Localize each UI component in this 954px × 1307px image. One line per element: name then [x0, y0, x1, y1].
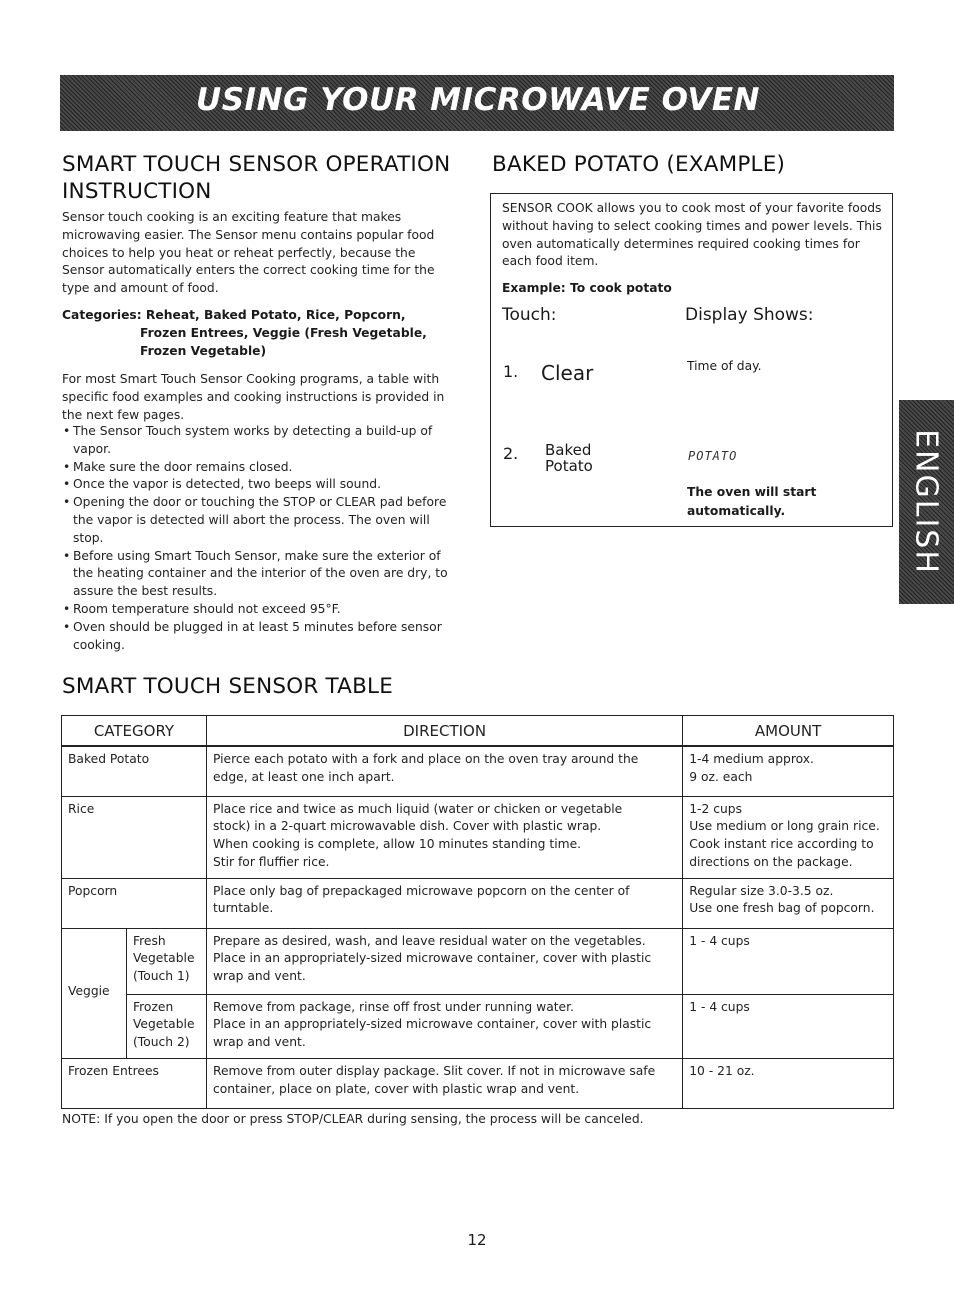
instruction-para2: For most Smart Touch Sensor Cooking programs, a table with specific food examples and cooking instructions is provided in the next few pages.	[62, 372, 445, 422]
clear-pad-label: Clear	[541, 361, 594, 385]
display-readout: POTATO	[688, 449, 738, 463]
baked-potato-line2: Potato	[545, 457, 593, 475]
step2-number: 2.	[503, 444, 519, 463]
categories-list	[62, 307, 462, 360]
baked-potato-line1: Baked	[545, 441, 592, 459]
sensor-table	[61, 715, 894, 1109]
direction-cell: Pierce each potato with a fork and place on the oven tray around the edge, at least one inch apart.	[206, 746, 682, 796]
subcategory-cell: Fresh Vegetable (Touch 1)	[126, 928, 206, 994]
step1-number: 1.	[503, 362, 519, 381]
table-row	[62, 1059, 894, 1109]
category-cell: Veggie	[62, 928, 127, 1058]
instruction-heading-line1: SMART TOUCH SENSOR OPERATION	[62, 152, 451, 177]
bullet-item: • Once the vapor is detected, two beeps will sound.	[62, 476, 462, 494]
categories-line1: Categories: Reheat, Baked Potato, Rice, Popcorn,	[62, 308, 406, 322]
header-direction: DIRECTION	[206, 716, 682, 747]
amount-cell: Regular size 3.0-3.5 oz. Use one fresh bag of popcorn.	[683, 878, 894, 928]
direction-cell: Prepare as desired, wash, and leave residual water on the vegetables. Place in an appropriately-sized microwave container, cover with plastic wrap and vent.	[206, 928, 682, 994]
bullet-item: • Before using Smart Touch Sensor, make sure the exterior of the heating container and the interior of the oven are dry, to assure the best results.	[62, 548, 462, 601]
sensor-notes-list	[62, 423, 462, 654]
categories-line2: Frozen Entrees, Veggie (Fresh Vegetable,	[140, 325, 427, 340]
subcategory-cell: Frozen Vegetable (Touch 2)	[126, 994, 206, 1058]
instruction-heading	[62, 151, 482, 205]
table-heading: SMART TOUCH SENSOR TABLE	[62, 674, 393, 699]
direction-cell: Place only bag of prepackaged microwave popcorn on the center of turntable.	[206, 878, 682, 928]
instruction-heading-line2: INSTRUCTION	[62, 179, 212, 204]
language-tab-label: ENGLISH	[908, 429, 944, 575]
instruction-intro: Sensor touch cooking is an exciting feature that makes microwaving easier. The Sensor menu contains popular food choices to help you heat or reheat perfectly, because the Sensor automatically enters the correct cooking time for the type and amount of food.	[62, 210, 435, 296]
table-row	[62, 878, 894, 928]
category-cell: Rice	[62, 796, 207, 878]
bullet-item: • Opening the door or touching the STOP or CLEAR pad before the vapor is detected will abort the process. The oven will stop.	[62, 494, 462, 547]
bullet-item: • Oven should be plugged in at least 5 minutes before sensor cooking.	[62, 619, 462, 655]
step2-note	[687, 483, 816, 521]
amount-cell: 1-2 cups Use medium or long grain rice. Cook instant rice according to directions on the package.	[683, 796, 894, 878]
step2-note-line2: automatically.	[687, 504, 786, 518]
table-row	[62, 746, 894, 796]
category-cell: Frozen Entrees	[62, 1059, 207, 1109]
step1-display: Time of day.	[687, 359, 762, 373]
display-column-label: Display Shows:	[685, 305, 814, 325]
bullet-item: • Make sure the door remains closed.	[62, 459, 462, 477]
table-row	[62, 928, 894, 994]
footnote	[62, 1112, 644, 1126]
example-subtitle: Example: To cook potato	[502, 281, 672, 295]
bullet-item: • Room temperature should not exceed 95°F.	[62, 601, 462, 619]
header-category: CATEGORY	[62, 716, 207, 747]
categories-line3: Frozen Vegetable)	[140, 343, 267, 358]
step2-note-line1: The oven will start	[687, 485, 817, 499]
touch-column-label: Touch:	[502, 305, 557, 325]
baked-potato-pad-label	[545, 442, 593, 474]
note-text: If you open the door or press STOP/CLEAR during sensing, the process will be canceled.	[104, 1112, 644, 1126]
table-row	[62, 796, 894, 878]
note-label: NOTE:	[62, 1112, 101, 1126]
table-row	[62, 994, 894, 1058]
amount-cell: 1 - 4 cups	[683, 994, 894, 1058]
direction-cell: Remove from outer display package. Slit cover. If not in microwave safe container, place on plate, cover with plastic wrap and vent.	[206, 1059, 682, 1109]
direction-cell: Place rice and twice as much liquid (water or chicken or vegetable stock) in a 2-quart microwavable dish. Cover with plastic wrap. When cooking is complete, allow 10 minutes standing time. Stir for fluffier rice.	[206, 796, 682, 878]
category-cell: Baked Potato	[62, 746, 207, 796]
amount-cell: 1 - 4 cups	[683, 928, 894, 994]
example-intro: SENSOR COOK allows you to cook most of your favorite foods without having to select cooking times and power levels. This oven automatically determines required cooking times for each food item.	[502, 201, 882, 269]
header-amount: AMOUNT	[683, 716, 894, 747]
table-header-row	[62, 716, 894, 747]
amount-cell: 1-4 medium approx. 9 oz. each	[683, 746, 894, 796]
bullet-item: • The Sensor Touch system works by detecting a build-up of vapor.	[62, 423, 462, 459]
category-cell: Popcorn	[62, 878, 207, 928]
direction-cell: Remove from package, rinse off frost under running water. Place in an appropriately-sized microwave container, cover with plastic wrap and vent.	[206, 994, 682, 1058]
amount-cell: 10 - 21 oz.	[683, 1059, 894, 1109]
example-heading: BAKED POTATO (EXAMPLE)	[492, 152, 786, 177]
page-title: USING YOUR MICROWAVE OVEN	[196, 82, 760, 118]
page-number: 12	[467, 1231, 487, 1249]
